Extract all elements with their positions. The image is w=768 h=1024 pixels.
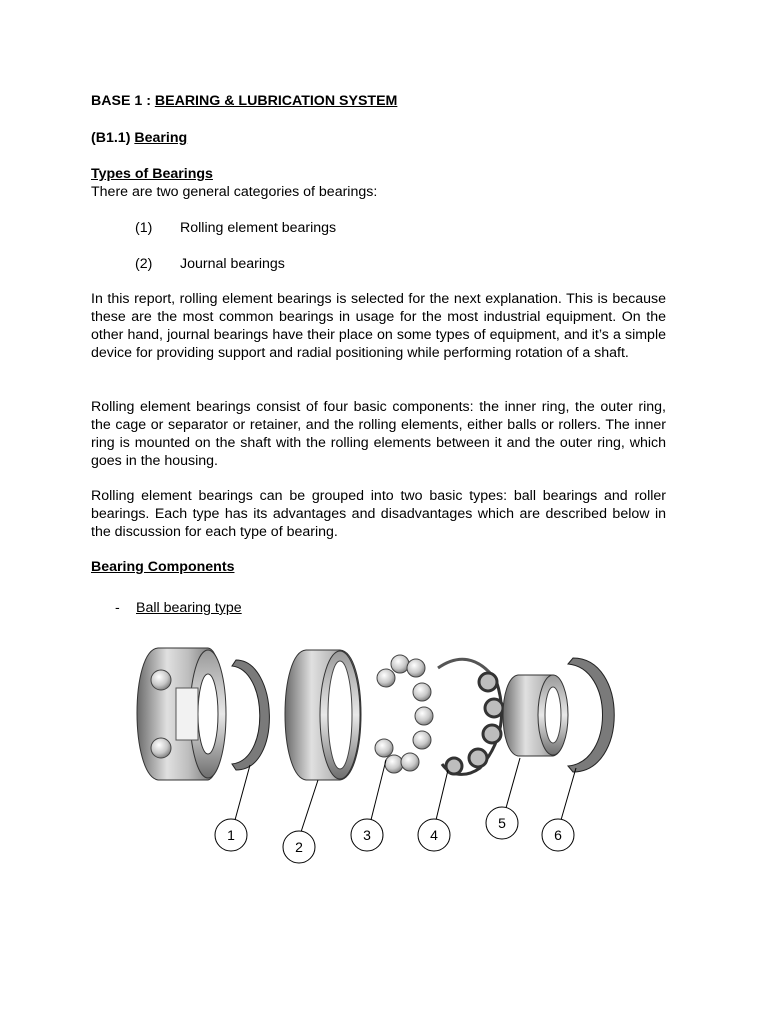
part-2-outer-ring: [285, 650, 361, 780]
part-3-balls: [375, 655, 433, 773]
callout-5-label: 5: [498, 815, 506, 831]
paragraph-1: In this report, rolling element bearings is selected for the next explanation. This is because these are the most common bearings in usage for the most industrial equipment. On the other hand, journal bearings have their place on some types of equipment, and it’s a simple device for providing support and radial positioning while performing rotation of a shaft.: [91, 291, 666, 361]
callout-6: [542, 819, 574, 851]
list-dash: -: [115, 600, 120, 616]
types-heading: Types of Bearings: [91, 166, 213, 182]
callout-2-label: 2: [295, 839, 303, 855]
callout-4: [418, 819, 450, 851]
callout-1-label: 1: [227, 827, 235, 843]
title-main: BEARING & LUBRICATION SYSTEM: [154, 93, 398, 109]
callout-3: [351, 819, 383, 851]
document-title: [91, 92, 397, 110]
title-prefix: BASE 1 :: [91, 93, 155, 109]
callout-3-label: 3: [363, 827, 371, 843]
callout-4-label: 4: [430, 827, 438, 843]
callout-2: [283, 831, 315, 863]
bearing-exploded-diagram: [128, 640, 628, 865]
section-heading: [91, 129, 187, 147]
list-text: Journal bearings: [180, 256, 285, 272]
ball-bearing-type-label: Ball bearing type: [136, 600, 242, 616]
paragraph-3: Rolling element bearings can be grouped into two basic types: ball bearings and roller bearings. Each type has its advantages and disadvantages which are described below in the discussion for each type of bearing.: [91, 488, 666, 540]
part-6-shield: [568, 658, 614, 772]
list-item: [91, 219, 666, 237]
list-text: Rolling element bearings: [180, 220, 337, 236]
list-number: (1): [135, 220, 153, 236]
callout-6-label: 6: [554, 827, 562, 843]
paragraph-2: Rolling element bearings consist of four basic components: the inner ring, the outer ring, the cage or separator or retainer, and the rolling elements, either balls or rollers. The inner ring is mounted on the shaft with the rolling elements between it and the outer ring, which goes in the housing.: [91, 399, 666, 469]
list-item: [91, 255, 666, 273]
components-heading: Bearing Components: [91, 559, 235, 575]
part-1-shield: [232, 660, 269, 770]
assembled-bearing: [137, 648, 226, 780]
ball-bearing-type-item: [91, 599, 666, 617]
part-4-cage: [438, 659, 503, 774]
callout-5: [486, 807, 518, 839]
list-number: (2): [135, 256, 153, 272]
part-5-inner-ring: [503, 675, 568, 756]
types-intro: There are two general categories of bearings:: [91, 184, 378, 200]
section-main: Bearing: [134, 130, 188, 146]
callout-1: [215, 819, 247, 851]
section-prefix: (B1.1): [91, 130, 135, 146]
